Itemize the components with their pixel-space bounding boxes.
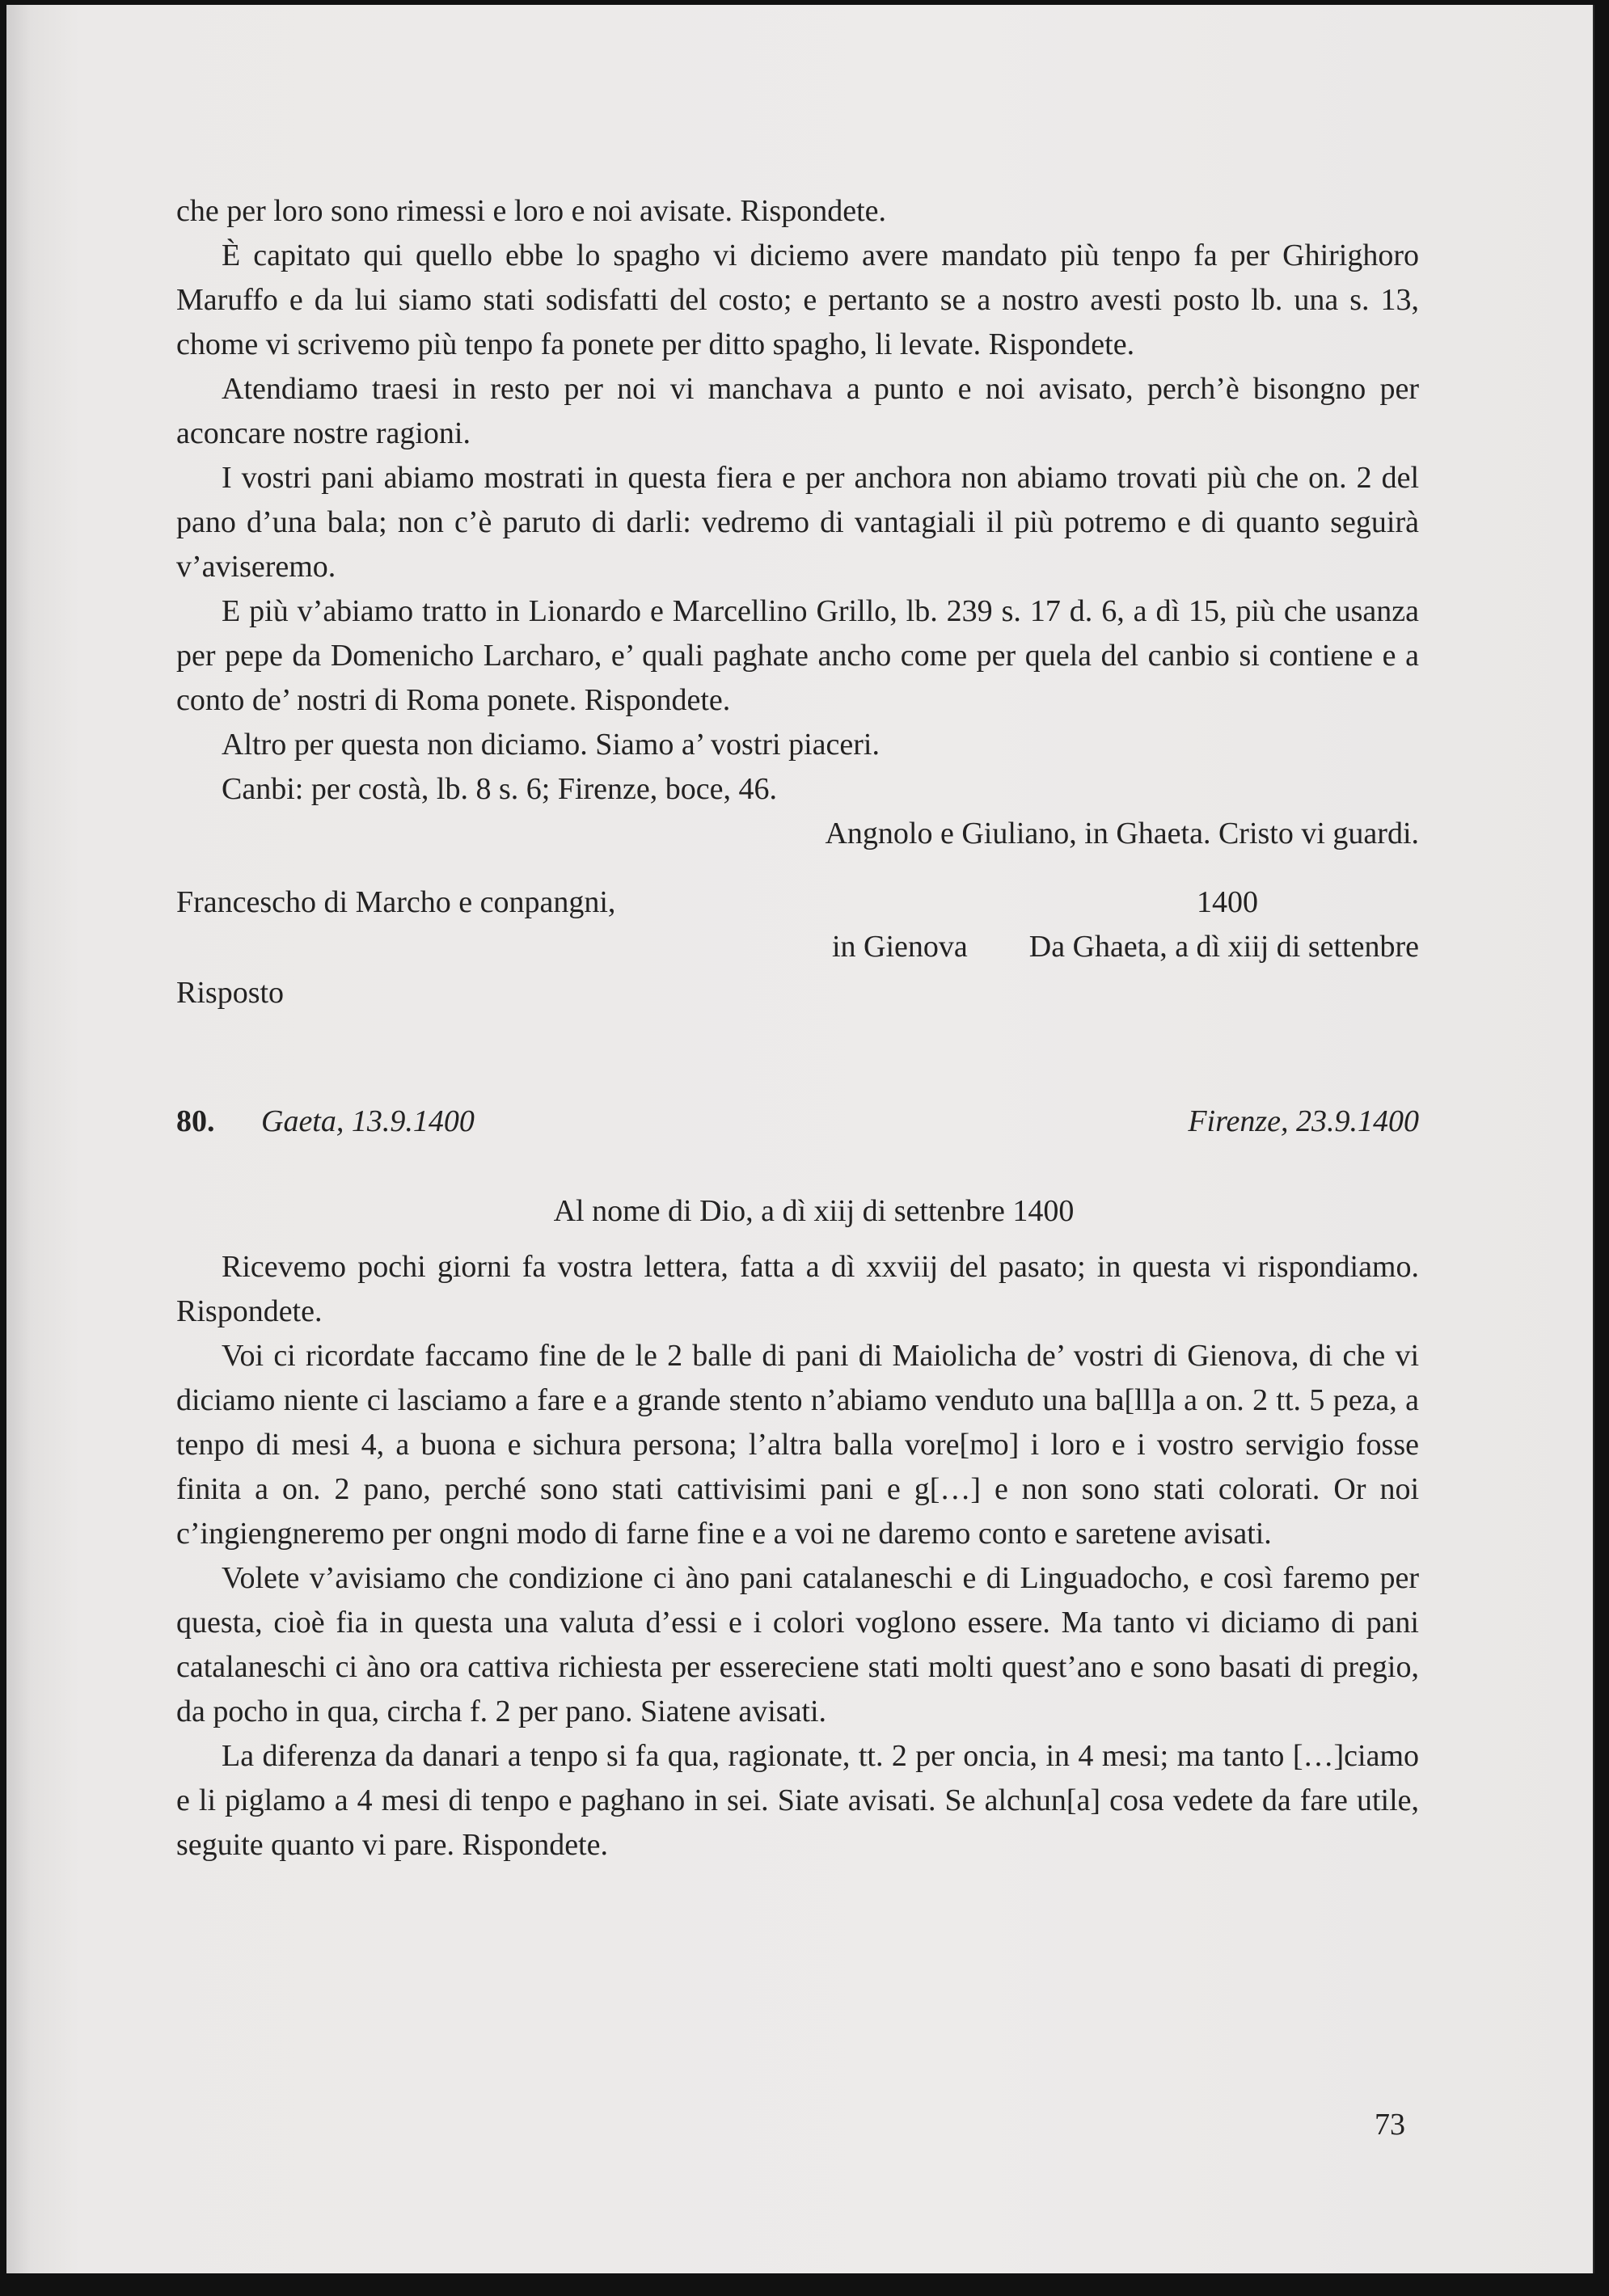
address-date: Da Ghaeta, a dì xiij di settenbre	[1028, 930, 1419, 964]
paragraph: Atendiamo traesi in resto per noi vi manchava a punto e noi avisato, perch’è bisongno per aconcare nostre ragioni.	[176, 372, 1419, 450]
address-city: in Gienova	[831, 930, 968, 964]
paragraph: È capitato qui quello ebbe lo spagho vi diciemo avere mandato più tenpo fa per Ghirighoro Maruffo e da lui siamo stati sodisfatti del costo; e pertanto se a nostro avesti posto lb. una s. 13, chome vi scrivemo più tenpo fa ponete per ditto spagho, li levate. Rispondete.	[176, 238, 1419, 361]
paragraph: La diferenza da danari a tenpo si fa qua, ragionate, tt. 2 per oncia, in 4 mesi; ma tanto […]ciamo e li piglamo a 4 mesi di tenpo e paghano in sei. Siate avisati. Se alchun[a] cosa vedete da fare utile, seguite quanto vi pare. Rispondete.	[176, 1739, 1419, 1862]
letter-79-continuation	[176, 189, 1419, 1015]
paragraph: I vostri pani abiamo mostrati in questa fiera e per anchora non abiamo trovati più che on. 2 del pano d’una bala; non c’è paruto di darli: vedremo di vantagiali il più potremo e di quanto seguirà v’aviseremo.	[176, 461, 1419, 584]
address-line-2	[176, 925, 1419, 969]
paragraph: Canbi: per costà, lb. 8 s. 6; Firenze, boce, 46.	[222, 772, 778, 806]
paragraph: Voi ci ricordate faccamo fine de le 2 balle di pani di Maiolicha de’ vostri di Gienova, di che vi diciamo niente ci lasciamo a fare e a grande stento n’abiamo venduto una ba[ll]a a on. 2 tt. 5 peza, a tenpo di mesi 4, a buona e sichura persona; l’altra balla vore[mo] i loro e i vostro servigio fosse finita a on. 2 pano, perché sono stati cattivisimi pani e g[…] e non sono stati colorati. Or noi c’ingiengneremo per ongni modo di farne fine e a voi ne daremo conto e saretene avisati.	[176, 1339, 1419, 1551]
letter-origin: Gaeta, 13.9.1400	[261, 1104, 475, 1138]
paragraph: Ricevemo pochi giorni fa vostra lettera, fatta a dì xxviij del pasato; in questa vi rispondiamo. Rispondete.	[176, 1250, 1419, 1328]
paragraph: E più v’abiamo tratto in Lionardo e Marcellino Grillo, lb. 239 s. 17 d. 6, a dì 15, più che usanza per pepe da Domenicho Larcharo, e’ quali paghate ancho come per quela del canbio si contiene e a conto de’ nostri di Roma ponete. Rispondete.	[176, 594, 1419, 717]
page-number: 73	[1375, 2108, 1405, 2142]
page-text	[176, 189, 1419, 1868]
letter-dateline: Al nome di Dio, a dì xiij di settenbre 1400	[553, 1194, 1075, 1228]
address-year: 1400	[1197, 885, 1258, 919]
address-line-1	[176, 880, 1419, 925]
risposto-note: Risposto	[176, 976, 285, 1010]
paragraph: Volete v’avisiamo che condizione ci àno pani catalaneschi e di Linguadocho, e così faremo per questa, cioè fia in questa una valuta d’essi e i colori voglono essere. Ma tanto vi diciamo di pani catalaneschi ci àno ora cattiva richiesta per essereciene stati molti quest’ano e sono basati di pregio, da pocho in qua, circha f. 2 per pano. Siatene avisati.	[176, 1561, 1419, 1728]
paragraph: Altro per questa non diciamo. Siamo a’ vostri piaceri.	[222, 728, 880, 762]
paragraph: che per loro sono rimessi e loro e noi avisate. Rispondete.	[176, 194, 887, 228]
address-name: Francescho di Marcho e conpangni,	[176, 885, 616, 919]
signoff: Angnolo e Giuliano, in Ghaeta. Cristo vi guardi.	[825, 817, 1419, 850]
letter-80	[176, 1099, 1419, 1868]
letter-heading	[176, 1099, 1419, 1144]
book-page	[6, 5, 1594, 2273]
letter-number: 80.	[176, 1104, 215, 1138]
letter-destination: Firenze, 23.9.1400	[1188, 1104, 1419, 1138]
